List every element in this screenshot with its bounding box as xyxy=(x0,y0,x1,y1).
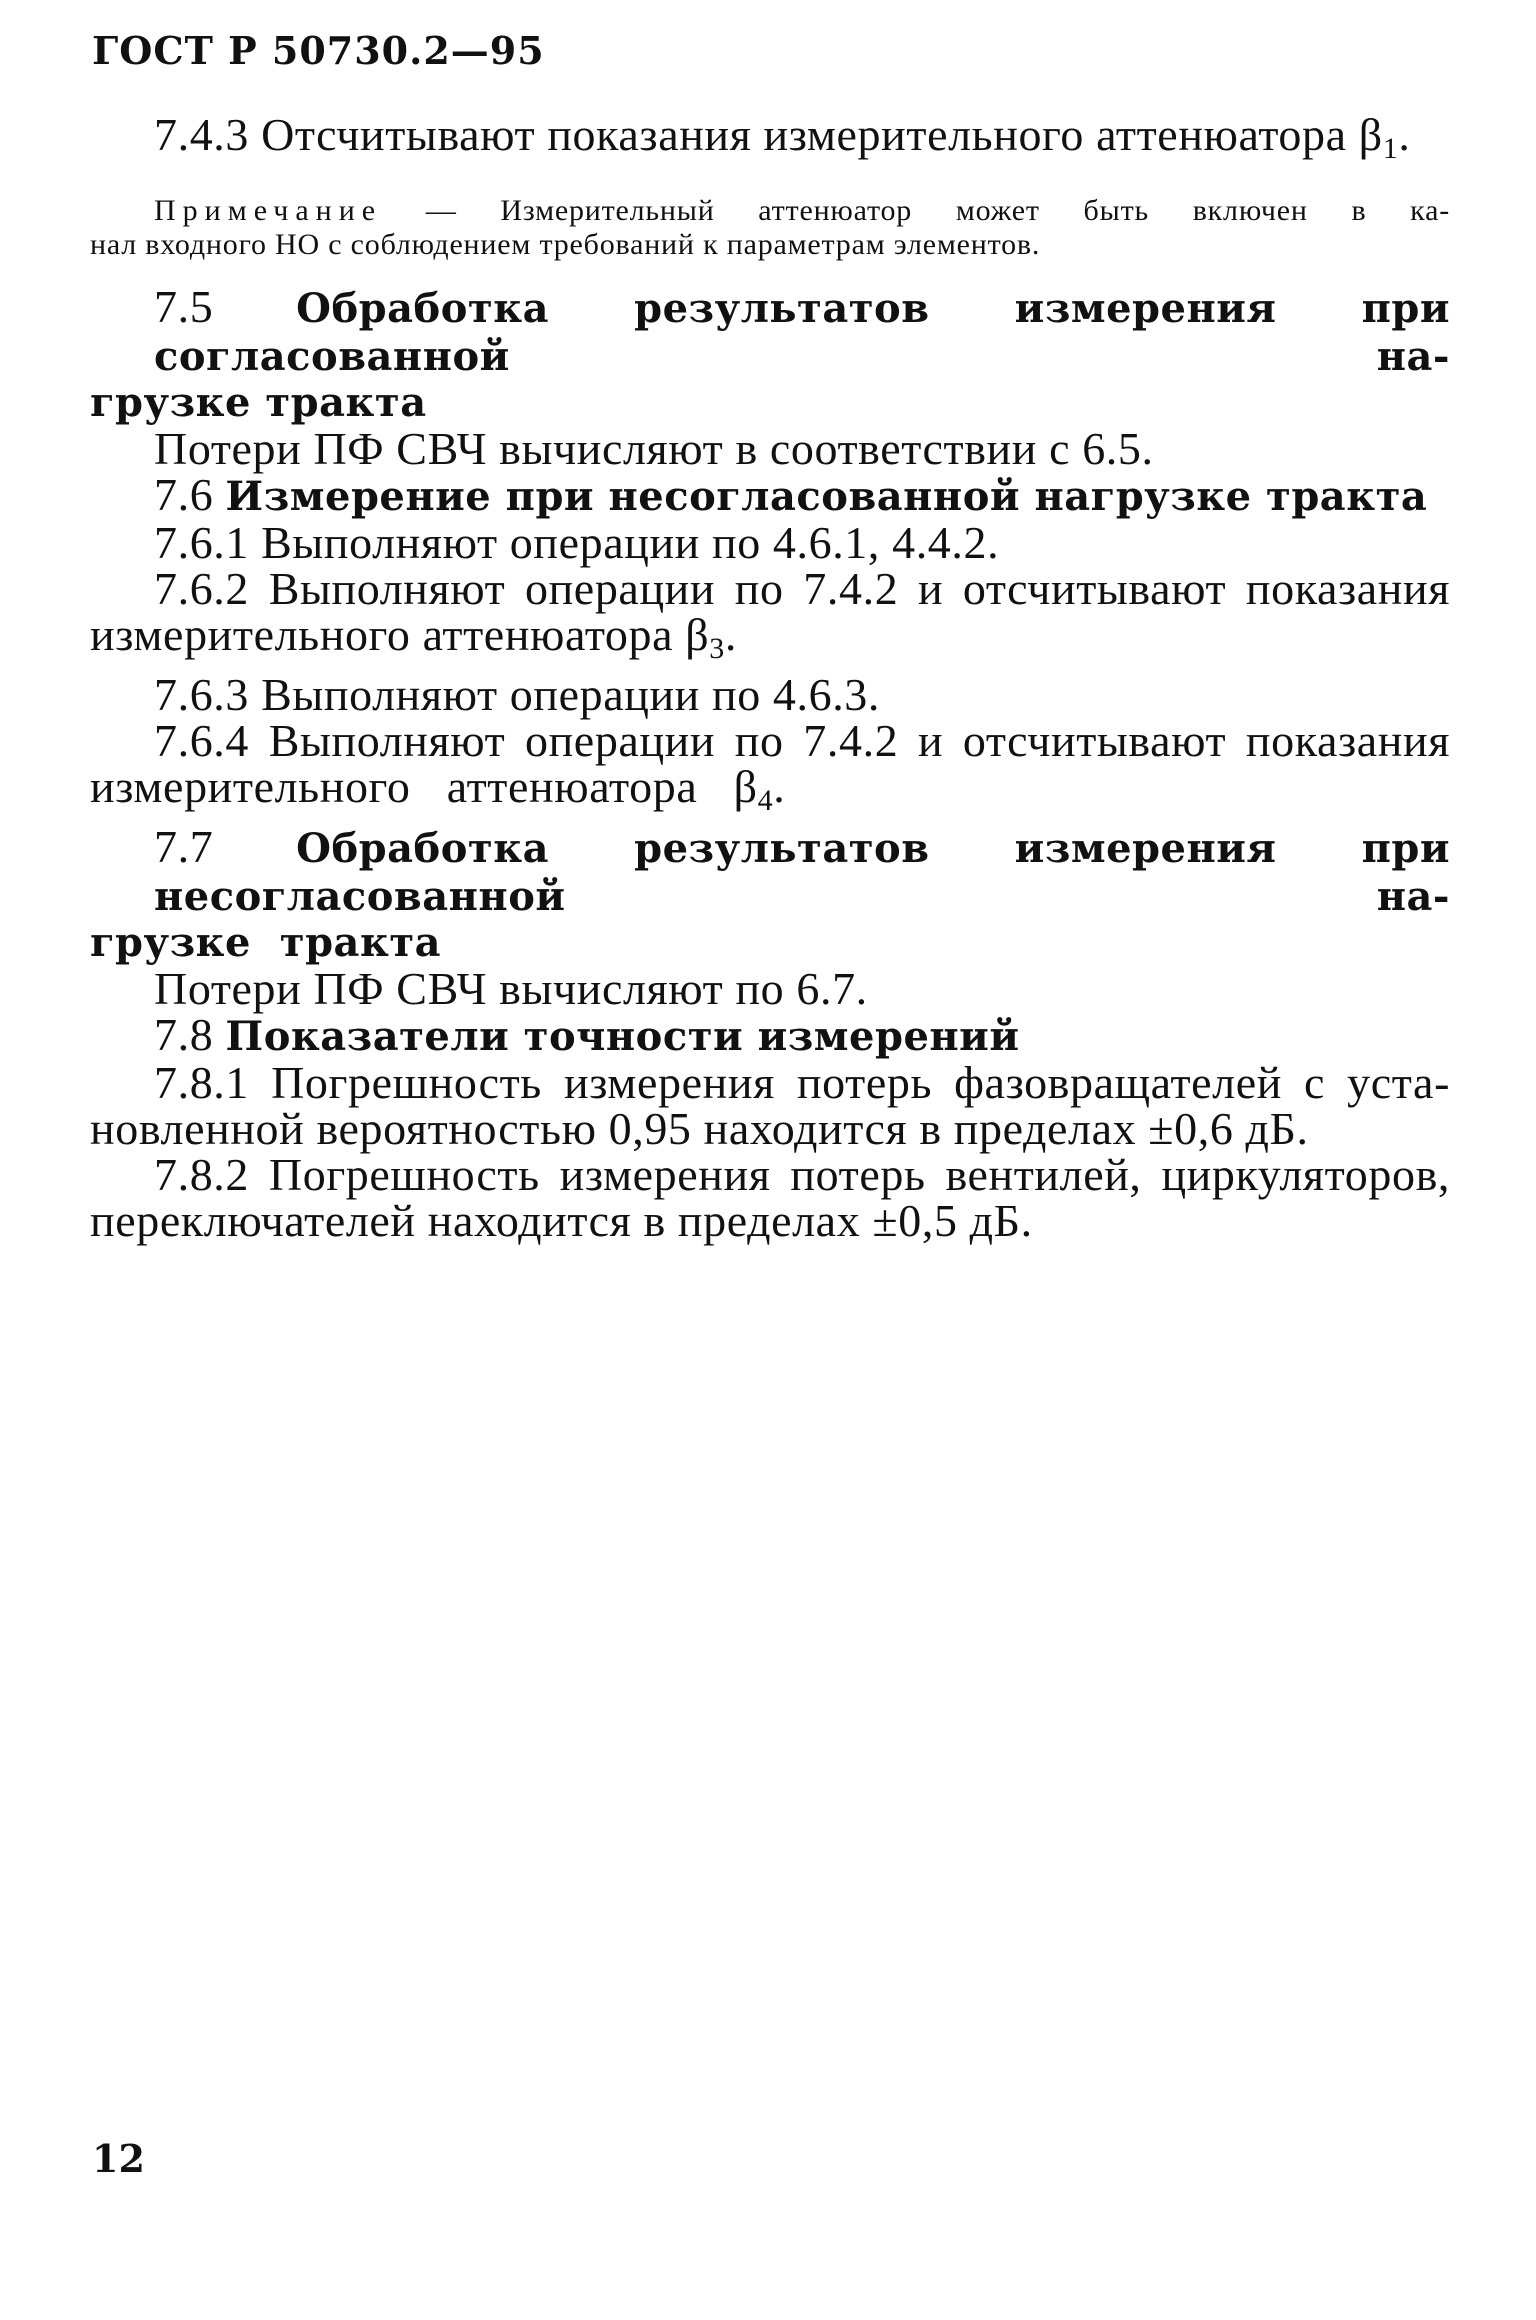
section-7-5-body: Потери ПФ СВЧ вычисляют в соответствии с 6.5. xyxy=(154,423,1154,474)
note-block xyxy=(90,194,1450,262)
paragraph-7-4-3-end: . xyxy=(1398,109,1411,160)
paragraph-7-6-2: 7.6.2 Выполняют операции по 7.4.2 и отсчитывают показания xyxy=(154,563,1450,614)
beta-subscript: 1 xyxy=(1382,132,1399,165)
paragraph-7-6-4: 7.6.4 Выполняют операции по 7.4.2 и отсчитывают показания xyxy=(154,715,1450,766)
beta-3-subscript: 3 xyxy=(709,632,725,665)
document-header: ГОСТ Р 50730.2—95 xyxy=(92,28,545,73)
paragraph-7-8-2: 7.8.2 Погрешность измерения потерь вентилей, циркуляторов, xyxy=(154,1149,1450,1200)
paragraph-7-8-1-cont: новленной вероятностью 0,95 находится в пределах ±0,6 дБ. xyxy=(90,1103,1309,1154)
section-7-7-title: Обработка результатов измерения при несогласованной на- xyxy=(154,825,1451,920)
beta-4-subscript: 4 xyxy=(757,784,774,817)
section-7-8-title: Показатели точности измерений xyxy=(225,1013,1020,1060)
section-7-5-heading xyxy=(90,281,1451,380)
note-text-1: — Измерительный аттенюатор может быть включен в ка- xyxy=(382,194,1450,227)
section-7-7-title-cont: грузке тракта xyxy=(90,919,442,966)
paragraph-7-6-2-cont-text: измерительного аттенюатора β xyxy=(90,609,710,660)
document-body xyxy=(90,109,1451,1246)
section-7-8-number: 7.8 xyxy=(154,1009,214,1060)
section-7-6-number: 7.6 xyxy=(154,469,214,520)
section-7-5-title: Обработка результатов измерения при согласованной на- xyxy=(154,285,1451,380)
paragraph-7-4-3-text: 7.4.3 Отсчитывают показания измерительного аттенюатора β xyxy=(154,109,1383,160)
note-line-2: нал входного НО с соблюдением требований к параметрам элементов. xyxy=(90,228,1041,261)
section-7-5-number: 7.5 xyxy=(154,281,214,332)
paragraph-7-6-1: 7.6.1 Выполняют операции по 4.6.1, 4.4.2. xyxy=(154,517,1000,568)
paragraph-7-4-3 xyxy=(90,109,1450,172)
paragraph-7-6-3: 7.6.3 Выполняют операции по 4.6.3. xyxy=(154,669,881,720)
paragraph-7-8-1: 7.8.1 Погрешность измерения потерь фазовращателей с уста- xyxy=(154,1057,1450,1108)
section-7-7-number: 7.7 xyxy=(154,821,214,872)
note-line-1 xyxy=(90,194,1450,228)
note-label: Примечание xyxy=(154,194,383,227)
paragraph-7-6-2-cont: измерительного аттенюатора $\beta_3$. xyxy=(90,609,737,665)
paragraph-7-8-2-cont: переключателей находится в пределах ±0,5 дБ. xyxy=(90,1195,1033,1246)
section-7-7-body: Потери ПФ СВЧ вычисляют по 6.7. xyxy=(154,963,868,1014)
section-7-6-heading xyxy=(90,469,1450,520)
paragraph-7-6-4-cont: измерительного аттенюатора $\beta_4$. xyxy=(90,761,786,817)
section-7-5-title-cont: грузке тракта xyxy=(90,379,427,426)
paragraph-7-6-4-cont-text: измерительного аттенюатора β xyxy=(90,761,758,812)
section-7-6-title: Измерение при несогласованной нагрузке тракта xyxy=(225,473,1428,520)
section-7-7-heading xyxy=(90,821,1451,920)
section-7-8-heading xyxy=(90,1009,1450,1060)
page-number: 12 xyxy=(92,2136,145,2181)
